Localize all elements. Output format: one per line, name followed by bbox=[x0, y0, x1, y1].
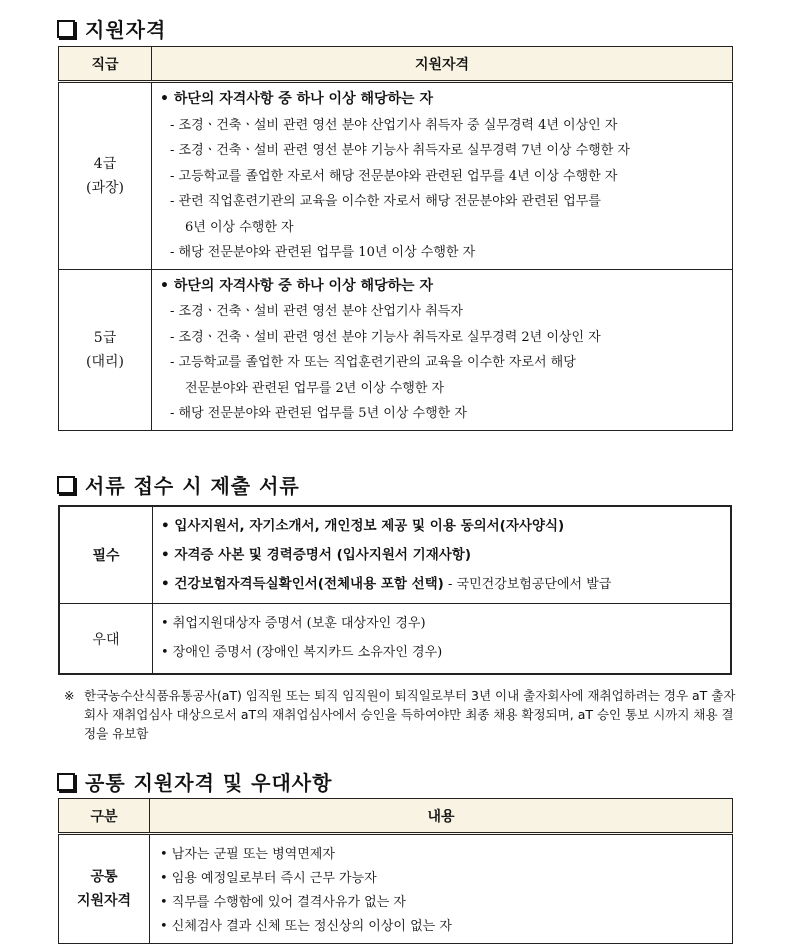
checkbox-square-icon bbox=[57, 773, 75, 791]
table-row bbox=[59, 506, 731, 604]
table-row bbox=[59, 604, 731, 675]
required-label: 필수 bbox=[59, 506, 153, 604]
checkbox-square-icon bbox=[57, 476, 75, 494]
grade-cell: 4급 (과장) bbox=[59, 82, 152, 270]
qualification-cell: • 하단의 자격사항 중 하나 이상 해당하는 자 - 조경ㆍ건축ㆍ설비 관련 영선 분야 산업기사 취득자 중 실무경력 4년 이상인 자 - 조경ㆍ건축ㆍ설비 관련 영선 분야 기능사 취득자로 실무경력 7년 이상 수행한 자 - 고등학교를 졸업한 자로서 해당 전문분야와 관련된 업무를 4년 이상 수행한 자 - 관련 직업훈련기관의 교육을 이수한 자로서 해당 전문분야와 관련된 업무를 6년 이상 수행한 자 - 해당 전문분야와 관련된 업무를 10년 이상 수행한 자 bbox=[152, 82, 733, 270]
common-qualifications-table bbox=[58, 798, 733, 944]
required-documents-cell: • 입사지원서, 자기소개서, 개인정보 제공 및 이용 동의서(자사양식) • 자격증 사본 및 경력증명서 (입사지원서 기재사항) • 건강보험자격득실확인서(전체내용 포함 선택) - 국민건강보험공단에서 발급 bbox=[153, 506, 732, 604]
section-title-qualifications: 지원자격 bbox=[57, 14, 166, 43]
section-title-common-qualifications: 공통 지원자격 및 우대사항 bbox=[57, 767, 332, 796]
header-category: 구분 bbox=[59, 799, 150, 834]
table-header-row bbox=[59, 799, 733, 834]
qualification-cell: • 하단의 자격사항 중 하나 이상 해당하는 자 - 조경ㆍ건축ㆍ설비 관련 영선 분야 산업기사 취득자 - 조경ㆍ건축ㆍ설비 관련 영선 분야 기능사 취득자로 실무경력 2년 이상인 자 - 고등학교를 졸업한 자 또는 직업훈련기관의 교육을 이수한 자로서 해당 전문분야와 관련된 업무를 2년 이상 수행한 자 - 해당 전문분야와 관련된 업무를 5년 이상 수행한 자 bbox=[152, 269, 733, 430]
grade-cell: 5급 (대리) bbox=[59, 269, 152, 430]
common-qualifications-cell: • 남자는 군필 또는 병역면제자 • 임용 예정일로부터 즉시 근무 가능자 • 직무를 수행함에 있어 결격사유가 없는 자 • 신체검사 결과 신체 또는 정신상의 이상이 없는 자 bbox=[150, 834, 733, 944]
table-row bbox=[59, 269, 733, 430]
table-header-row bbox=[59, 47, 733, 82]
reemployment-note: ※ 한국농수산식품유통공사(aT) 임직원 또는 퇴직 임직원이 퇴직일로부터 3년 이내 출자회사에 재취업하려는 경우 aT 출자회사 재취업심사 대상으로서 aT의 재취업심사에서 승인을 득하여야만 최종 채용 확정되며, aT 승인 통보 시까지 채용 결정을 유보함 bbox=[64, 688, 736, 741]
header-qualification: 지원자격 bbox=[152, 47, 733, 82]
table-row bbox=[59, 834, 733, 944]
section-title-documents: 서류 접수 시 제출 서류 bbox=[57, 470, 300, 499]
header-content: 내용 bbox=[150, 799, 733, 834]
header-grade: 직급 bbox=[59, 47, 152, 82]
table-row bbox=[59, 82, 733, 270]
category-cell: 공통 지원자격 bbox=[59, 834, 150, 944]
documents-table bbox=[58, 505, 732, 675]
preferred-documents-cell: • 취업지원대상자 증명서 (보훈 대상자인 경우) • 장애인 증명서 (장애인 복지카드 소유자인 경우) bbox=[153, 604, 732, 675]
qualifications-table bbox=[58, 46, 733, 431]
checkbox-square-icon bbox=[57, 20, 75, 38]
preferred-label: 우대 bbox=[59, 604, 153, 675]
